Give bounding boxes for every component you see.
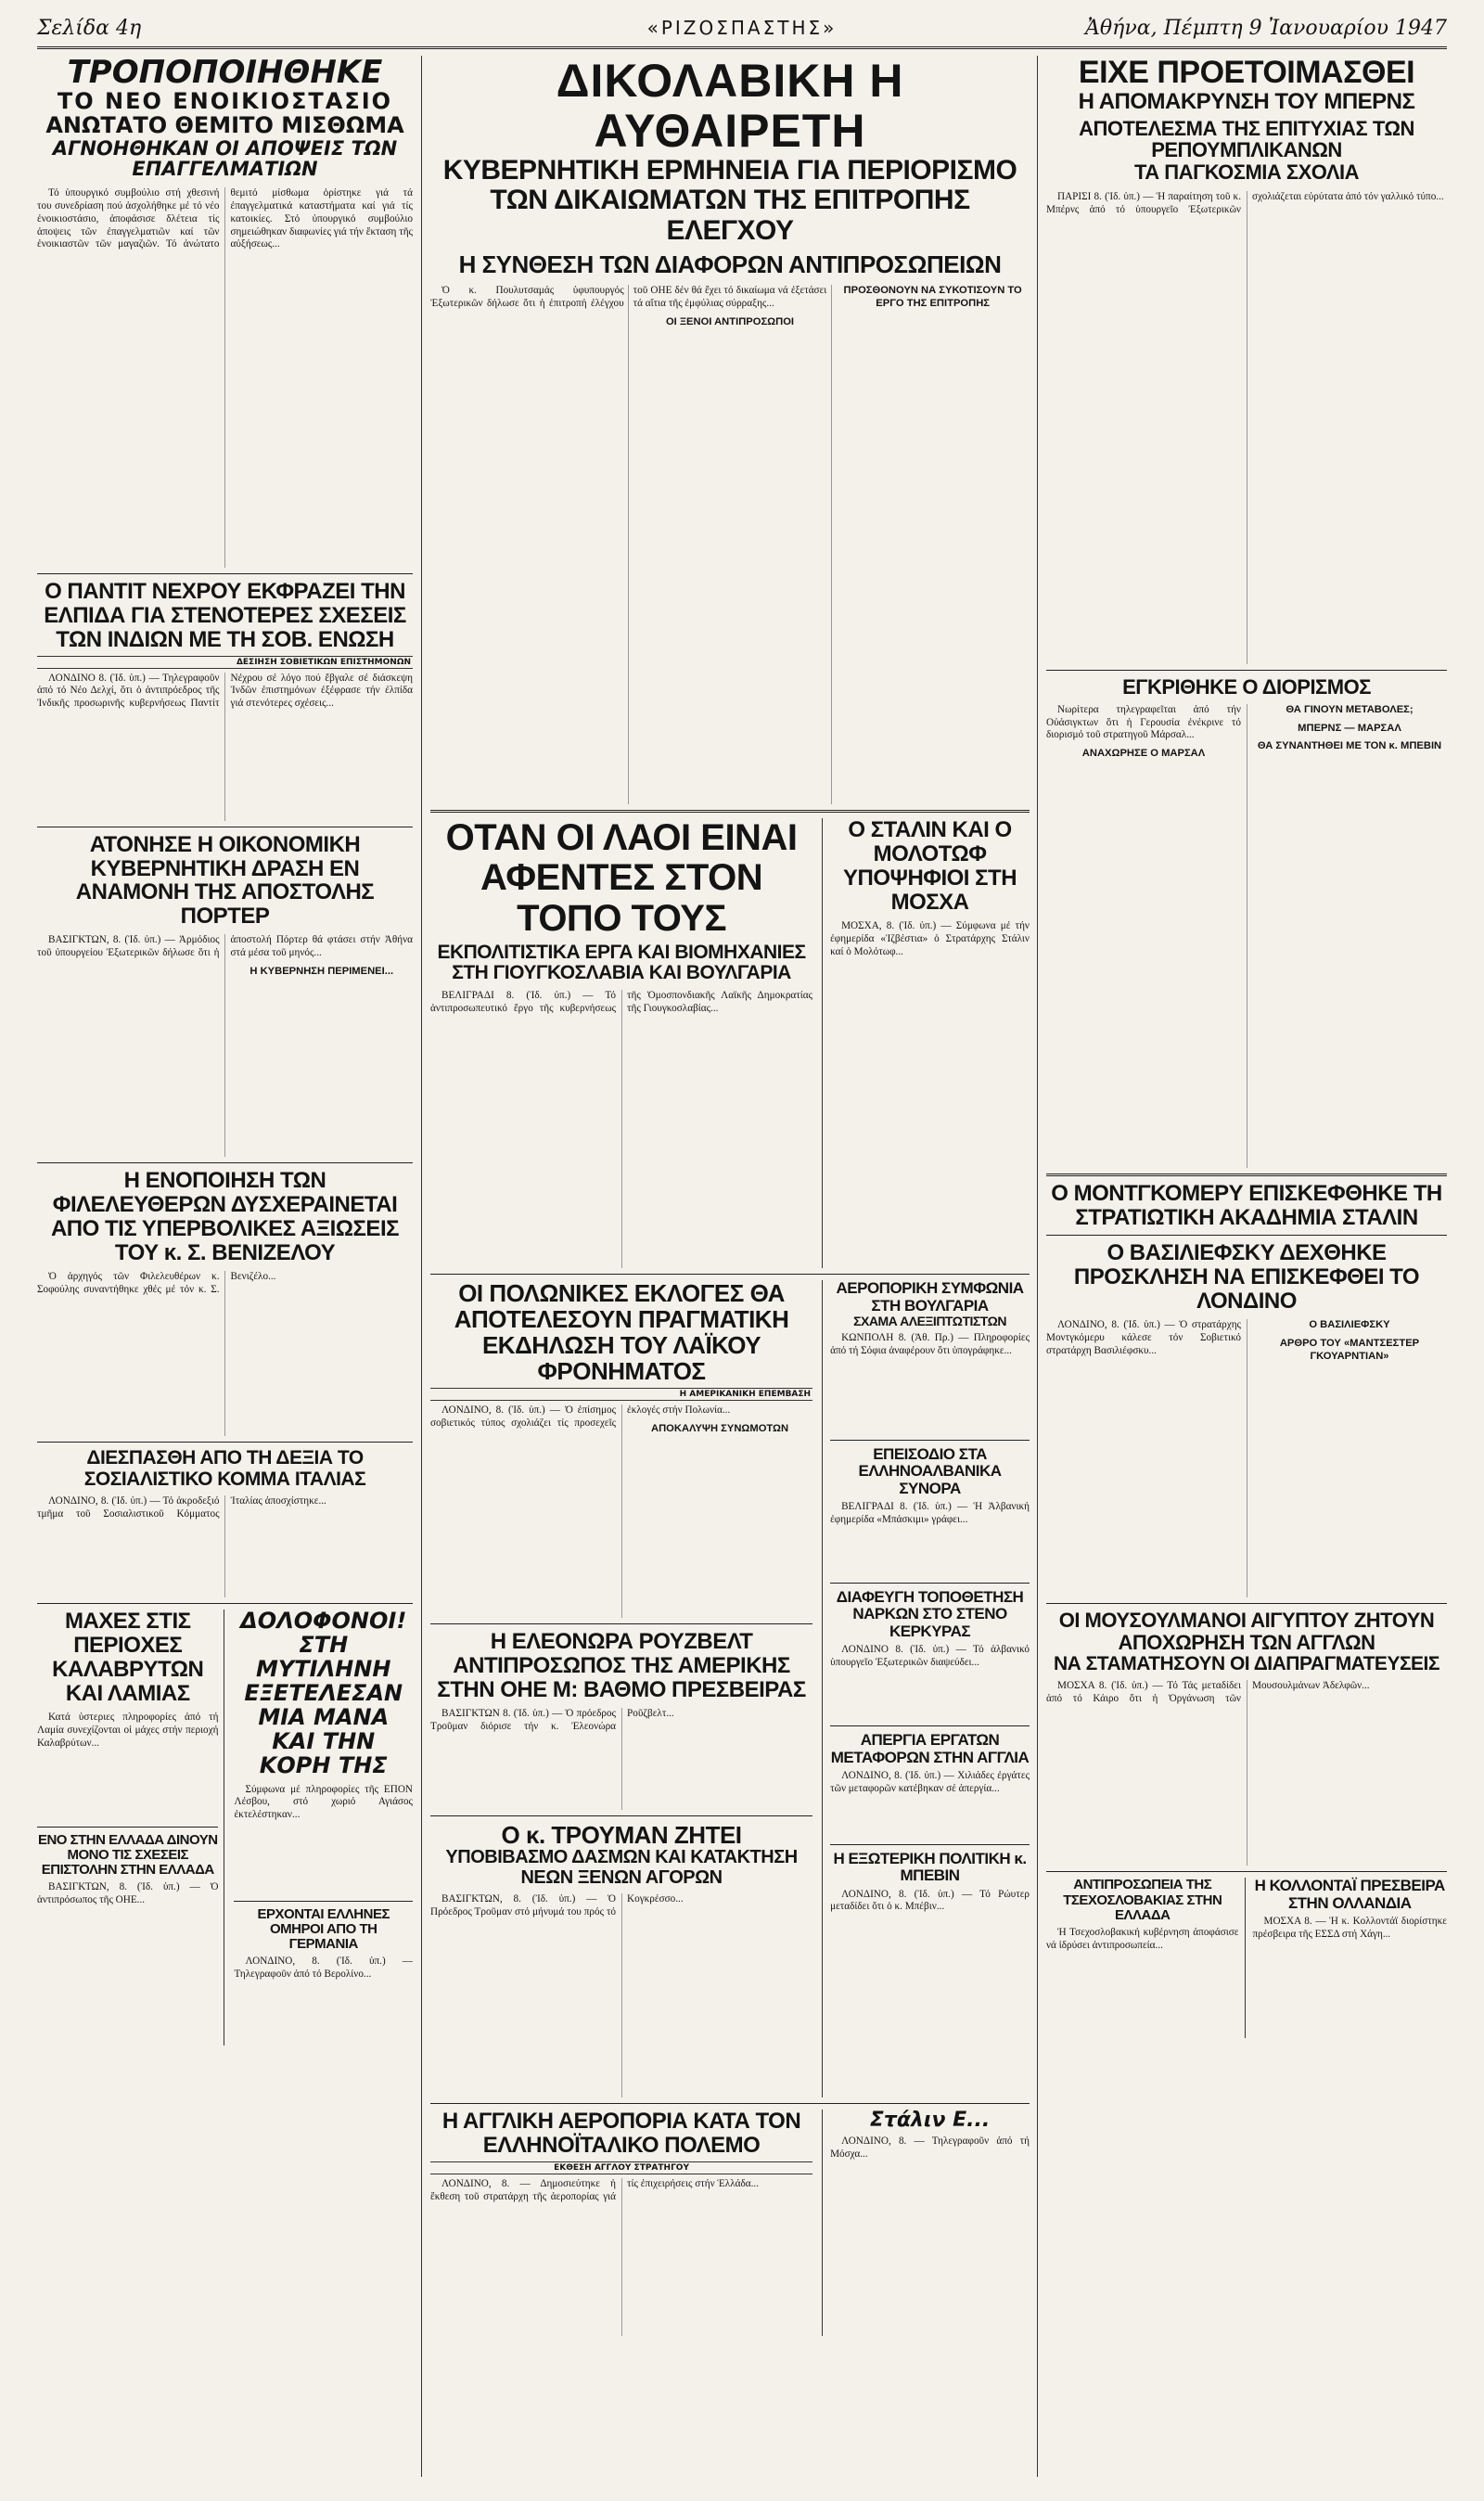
column-right [1046, 56, 1447, 2486]
article-egypt [1046, 1610, 1447, 1866]
subheadline: ΑΓΝΟΗΘΗΚΑΝ ΟΙ ΑΠΟΨΕΙΣ ΤΩΝ ΕΠΑΓΓΕΛΜΑΤΙΩΝ [52, 136, 398, 181]
headline: ΔΙΑΦΕΥΓΗ ΤΟΠΟΘΕΤΗΣΗ ΝΑΡΚΩΝ ΣΤΟ ΣΤΕΝΟ ΚΕΡΚΥΡΑΣ [836, 1588, 1024, 1640]
paragraph: ΛΟΝΔΙΝΟ, 8. (Ἰδ. ὑπ.) — Τηλεγραφοῦν ἀπό τό Βερολίνο... [234, 1956, 413, 1980]
sub-column [822, 2110, 1030, 2336]
article-greece-relations [37, 1833, 218, 1994]
center-split-3 [430, 2110, 1030, 2336]
subheading: ΑΝΑΧΩΡΗΣΕ Ο ΜΑΡΣΑΛ [1081, 748, 1206, 760]
kicker: ΔΕΣΙΗΣΗ ΣΟΒΙΕΤΙΚΩΝ ΕΠΙΣΤΗΜΟΝΩΝ [37, 656, 413, 669]
headline: ΔΙΕΣΠΑΣΘΗ ΑΠΟ ΤΗ ΔΕΞΙΑ ΤΟ ΣΟΣΙΑΛΙΣΤΙΚΟ ΚΟΜΜΑ ΙΤΑΛΙΑΣ [83, 1446, 366, 1490]
article-body [830, 1644, 1030, 1720]
article-body [37, 934, 413, 1157]
article-hostages [234, 1907, 413, 2049]
headline: Η ΕΛΕΟΝΩΡΑ ΡΟΥΖΒΕΛΤ ΑΝΤΙΠΡΟΣΩΠΟΣ ΤΗΣ ΑΜΕΡΙΚΗΣ ΣΤΗΝ ΟΗΕ Μ: ΒΑΘΜΟ ΠΡΕΣΒΕΙΡΑΣ [437, 1629, 806, 1703]
article-border-incident [830, 1446, 1030, 1577]
article-body [830, 1501, 1030, 1577]
headline: ΤΟ ΝΕΟ ΕΝΟΙΚΙΟΣΤΑΣΙΟ [57, 87, 393, 114]
subheading: ΘΑ ΓΙΝΟΥΝ ΜΕΤΑΒΟΛΕΣ; [1286, 703, 1414, 715]
bottom-left-pair [37, 1610, 413, 2046]
subheading: ΑΠΟΚΑΛΥΨΗ ΣΥΝΩΜΟΤΩΝ [651, 1423, 789, 1435]
article-body [430, 1404, 812, 1618]
sub-column [822, 818, 1030, 1268]
paragraph: ΚΩΝΠΟΛΗ 8. (Ἀθ. Πρ.) — Πληροφορίες ἀπό τή Σόφια ἀναφέρουν ὅτι ὑπογράφηκε... [830, 1331, 1030, 1356]
headline: ΑΕΡΟΠΟΡΙΚΗ ΣΥΜΦΩΝΙΑ ΣΤΗ ΒΟΥΛΓΑΡΙΑ [836, 1279, 1024, 1315]
article-italy-socialists [37, 1448, 413, 1597]
subheading: ΟΙ ΞΕΝΟΙ ΑΝΤΙΠΡΟΣΩΠΟΙ [665, 316, 795, 328]
headline: ΟΙ ΜΟΥΣΟΥΛΜΑΝΟΙ ΑΙΓΥΠΤΟΥ ΖΗΤΟΥΝ ΑΠΟΧΩΡΗΣΗ ΤΩΝ ΑΓΓΛΩΝ [1058, 1609, 1435, 1654]
article-strike [830, 1732, 1030, 1839]
article-control-committee [430, 56, 1030, 804]
paragraph: ΛΟΝΔΙΝΟ, 8. — Τηλεγραφοῦν ἀπό τή Μόσχα... [830, 2135, 1030, 2161]
paragraph: Κατά ὑστεριες πληροφορίες ἀπό τή Λαμία συνεχίζονται οἱ μάχες στήν περιοχή Καλαβρύτων... [37, 1711, 219, 1749]
paragraph: ΛΟΝΔΙΝΟ, 8. (Ἰδ. ὑπ.) — Τό ἀκροδεξιό τμῆμα τοῦ Σοσιαλιστικοῦ Κόμματος Ἰταλίας ἀποσχίστηκε... [37, 1495, 326, 1520]
column-rule [421, 56, 422, 2477]
article-body [37, 1271, 413, 1436]
article-body [234, 1784, 413, 1895]
headline: ΕΝΟ ΣΤΗΝ ΕΛΛΑΔΑ ΔΙΝΟΥΝ ΜΟΝΟ ΤΙΣ ΣΧΕΣΕΙΣ ΕΠΙΣΤΟΛΗΝ ΣΤΗΝ ΕΛΛΑΔΑ [37, 1831, 218, 1879]
article-body [37, 187, 413, 568]
headline: ΜΑΧΕΣ ΣΤΙΣ ΠΕΡΙΟΧΕΣ ΚΑΛΑΒΡΥΤΩΝ ΚΑΙ ΛΑΜΙΑΣ [52, 1609, 204, 1706]
column-center [430, 56, 1030, 2486]
article-body [830, 920, 1030, 1143]
paragraph: Ὁ ἀρχηγός τῶν Φιλελευθέρων κ. Σοφούλης συναντήθηκε χθές μέ τόν κ. Σ. Βενιζέλο... [37, 1270, 276, 1295]
article-battles [37, 1610, 218, 1821]
headline: Ο ΒΑΣΙΛΙΕΦΣΚΥ ΔΕΧΘΗΚΕ ΠΡΟΣΚΛΗΣΗ ΝΑ ΕΠΙΣΚΕΦΘΕΙ ΤΟ ΛΟΝΔΙΝΟ [1073, 1240, 1420, 1315]
page-number: Σελίδα 4η [37, 17, 142, 40]
article-nehru [37, 580, 413, 821]
headline: Η ΕΝΟΠΟΙΗΣΗ ΤΩΝ ΦΙΛΕΛΕΥΘΕΡΩΝ ΔΥΣΧΕΡΑΙΝΕΤΑΙ ΑΠΟ ΤΙΣ ΥΠΕΡΒΟΛΙΚΕΣ ΑΞΙΩΣΕΙΣ ΤΟΥ κ. Σ. ΒΕΝΙΖΕΛΟΥ [50, 1168, 400, 1265]
paragraph: ΠΑΡΙΣΙ 8. (Ἰδ. ὑπ.) — Ἡ παραίτηση τοῦ κ. Μπέρνς ἀπό τό ὑπουργεῖο Ἐξωτερικῶν σχολιάζεται εὐρύτατα ἀπό τόν γαλλικό τύπο... [1046, 190, 1444, 215]
article-porter-mission [37, 833, 413, 1158]
center-split [430, 818, 1030, 1268]
article-body [1253, 1916, 1448, 2027]
paragraph: ΒΑΣΙΓΚΤΩΝ, 8. (Ἰδ. ὑπ.) — Ἁρμόδιος τοῦ ὑπουργείου Ἐξωτερικῶν δήλωσε ὅτι ἡ ἀποστολή Πόρτερ θά φτάσει στήν Ἀθήνα στά μέσα τοῦ μηνός... [37, 934, 413, 959]
article-body [830, 2135, 1030, 2293]
article-truman [430, 1822, 812, 2097]
sub-column [430, 2110, 812, 2336]
article-stalin-molotov [830, 818, 1030, 1143]
headline: ΑΠΕΡΓΙΑ ΕΡΓΑΤΩΝ ΜΕΤΑΦΟΡΩΝ ΣΤΗΝ ΑΓΓΛΙΑ [830, 1731, 1030, 1766]
article-montgomery [1046, 1182, 1447, 1230]
paragraph: ΛΟΝΔΙΝΟ, 8. (Ἰδ. ὑπ.) — Ὁ στρατάρχης Μοντγκόμερυ κάλεσε τόν Σοβιετικό στρατάρχη Βασιλιέφσκυ... [1046, 1319, 1241, 1356]
headline: ΔΙΚΟΛΑΒΙΚΗ Η ΑΥΘΑΙΡΕΤΗ [556, 56, 904, 157]
article-body [1046, 1927, 1239, 2038]
article-vasilevsky [1046, 1241, 1447, 1597]
headline: ΕΙΧΕ ΠΡΟΕΤΟΙΜΑΣΘΕΙ [1078, 56, 1415, 90]
center-split-2 [430, 1280, 1030, 2097]
article-body [830, 1770, 1030, 1839]
paragraph: ΒΑΣΙΓΚΤΩΝ, 8. (Ἰδ. ὑπ.) — Ὁ ἀντιπρόσωπος τῆς ΟΗΕ... [37, 1881, 219, 1906]
subheading: Ο ΒΑΣΙΛΙΕΦΣΚΥ [1309, 1319, 1390, 1331]
article-marshall [1046, 676, 1447, 1168]
article-yugoslavia-bulgaria [430, 818, 812, 1268]
subheadline: ΥΠΟΒΙΒΑΣΜΟ ΔΑΣΜΩΝ ΚΑΙ ΚΑΤΑΚΤΗΣΗ ΝΕΩΝ ΞΕΝΩΝ ΑΓΟΡΩΝ [445, 1847, 798, 1888]
subheadline: Η ΣΥΝΘΕΣΗ ΤΩΝ ΔΙΑΦΟΡΩΝ ΑΝΤΙΠΡΟΣΩΠΕΙΩΝ [458, 250, 1002, 279]
headline: ΕΓΚΡΙΘΗΚΕ Ο ΔΙΟΡΙΣΜΟΣ [1122, 674, 1371, 699]
headline: ΤΡΟΠΟΠΟΙΗΘΗΚΕ [67, 56, 383, 91]
article-rent-control [37, 56, 413, 568]
article-body [37, 1881, 218, 1993]
issue-date: Ἀθήνα, Πέμπτη 9 Ἰανουαρίου 1947 [1085, 17, 1447, 40]
article-body [830, 1332, 1030, 1434]
column-rule [1037, 56, 1038, 2477]
article-byrnes [1046, 56, 1447, 664]
paragraph: ΜΟΣΧΑ, 8. (Ἰδ. ὑπ.) — Σύμφωνα μέ τήν ἐφημερίδα «Ἰζβέστια» ὁ Στρατάρχης Στάλιν καί ὁ Μολότωφ... [830, 919, 1030, 957]
article-polish-elections [430, 1280, 812, 1618]
headline: Ο ΣΤΑΛΙΝ ΚΑΙ Ο ΜΟΛΟΤΩΦ ΥΠΟΨΗΦΙΟΙ ΣΤΗ ΜΟΣΧΑ [843, 817, 1017, 915]
subheading: ΘΑ ΣΥΝΑΝΤΗΘΕΙ ΜΕ ΤΟΝ κ. ΜΠΕΒΙΝ [1257, 740, 1442, 752]
newspaper-name: «ΡΙΖΟΣΠΑΣΤΗΣ» [646, 17, 838, 39]
headline: ΕΡΧΟΝΤΑΙ ΕΛΛΗΝΕΣ ΟΜΗΡΟΙ ΑΠΟ ΤΗ ΓΕΡΜΑΝΙΑ [257, 1905, 390, 1952]
article-mytilene [234, 1610, 413, 1894]
article-kollontai [1253, 1878, 1448, 2038]
article-bevin [830, 1851, 1030, 1954]
paragraph: ΛΟΝΔΙΝΟ, 8. (Ἰδ. ὑπ.) — Τό Ρώυτερ μεταδίδει ὅτι ὁ κ. Μπέβιν... [830, 1888, 1030, 1913]
headline: ΔΟΛΟΦΟΝΟΙ! ΣΤΗ ΜΥΤΙΛΗΝΗ ΕΞΕΤΕΛΕΣΑΝ ΜΙΑ ΜΑΝΑ ΚΑΙ ΤΗΝ ΚΟΡΗ ΤΗΣ [240, 1608, 407, 1778]
article-body [430, 285, 1030, 804]
headline: ΚΥΒΕΡΝΗΤΙΚΗ ΕΡΜΗΝΕΙΑ ΓΙΑ ΠΕΡΙΟΡΙΣΜΟ ΤΩΝ ΔΙΚΑΙΩΜΑΤΩΝ ΤΗΣ ΕΠΙΤΡΟΠΗΣ ΕΛΕΓΧΟΥ [442, 155, 1017, 246]
headline: Ο ΠΑΝΤΙΤ ΝΕΧΡΟΥ ΕΚΦΡΑΖΕΙ ΤΗΝ ΕΛΠΙΔΑ ΓΙΑ ΣΤΕΝΟΤΕΡΕΣ ΣΧΕΣΕΙΣ ΤΩΝ ΙΝΔΙΩΝ ΜΕ ΤΗ ΣΟΒ. ΕΝΩΣΗ [44, 578, 406, 652]
paragraph: Ὁ κ. Πουλυτσαμάς ὑφυπουργός Ἐξωτερικῶν δήλωσε ὅτι ἡ ἐπιτροπή ἐλέγχου τοῦ ΟΗΕ δέν θά ἔχει τό δικαίωμα νά ἐξετάσει τά αἴτια τῆς ἐμφύλιας σύρραξης... [430, 285, 827, 310]
article-body [37, 1495, 413, 1597]
kicker: ΕΚΘΕΣΗ ΑΓΓΛΟΥ ΣΤΡΑΤΗΓΟΥ [430, 2161, 812, 2174]
subheading: ΠΡΟΣΘΟΝΟΥΝ ΝΑ ΣΥΚΟΤΙΣΟΥΝ ΤΟ ΕΡΓΟ ΤΗΣ ΕΠΙΤΡΟΠΗΣ [843, 285, 1022, 310]
paragraph: Τό ὑπουργικό συμβούλιο στή χθεσινή του συνεδρίαση πού ἀσχολήθηκε μέ τό νέο ἐνοικιοστάσιο, ἀποφάσισε δλέτεια τίς ἀποψεις τῶν ἐπαγγελματιῶν καί τῶν ἐνοικιαστῶν τῶν μαγαζιῶν. Τό ἀνώτατο θεμιτό μίσθωμα ὁρίστηκε γιά τά ἐπαγγελματικά καταστήματα καί γιά τίς κατοικίες. Στό ὑπουργικό συμβούλιο σημειώθηκαν διαφωνίες γιά τήν ἔκταση τῆς αὐξήσεως... [37, 186, 413, 250]
paragraph: ΛΟΝΔΙΝΟ, 8. — Δημοσιεύτηκε ἡ ἔκθεση τοῦ στρατάρχη τῆς ἀεροπορίας γιά τίς ἐπιχειρήσεις στήν Ἑλλάδα... [430, 2178, 760, 2203]
article-raf-report [430, 2110, 812, 2336]
sub-column [430, 818, 812, 1268]
headline: Ο κ. ΤΡΟΥΜΑΝ ΖΗΤΕΙ [501, 1821, 742, 1850]
headline: ΑΤΟΝΗΣΕ Η ΟΙΚΟΝΟΜΙΚΗ ΚΥΒΕΡΝΗΤΙΚΗ ΔΡΑΣΗ ΕΝ ΑΝΑΜΟΝΗ ΤΗΣ ΑΠΟΣΤΟΛΗΣ ΠΟΡΤΕΡ [75, 831, 375, 930]
subheadline: ΣΧΑΜΑ ΑΛΕΞΙΠΤΩΤΙΣΤΩΝ [853, 1313, 1006, 1328]
article-body [1046, 1319, 1447, 1597]
headline: ΑΝΤΙΠΡΟΣΩΠΕΙΑ ΤΗΣ ΤΣΕΧΟΣΛΟΒΑΚΙΑΣ ΣΤΗΝ ΕΛΛΑΔΑ [1063, 1877, 1222, 1923]
headline: ΟΙ ΠΟΛΩΝΙΚΕΣ ΕΚΛΟΓΕΣ ΘΑ ΑΠΟΤΕΛΕΣΟΥΝ ΠΡΑΓΜΑΤΙΚΗ ΕΚΔΗΛΩΣΗ ΤΟΥ ΛΑΪΚΟΥ ΦΡΟΝΗΜΑΤΟΣ [454, 1279, 789, 1386]
headline: ΕΠΕΙΣΟΔΙΟ ΣΤΑ ΕΛΛΗΝΟΑΛΒΑΝΙΚΑ ΣΥΝΟΡΑ [858, 1444, 1002, 1497]
sub-column [430, 1280, 812, 2097]
article-body [1046, 1680, 1447, 1866]
headline: Η ΕΞΩΤΕΡΙΚΗ ΠΟΛΙΤΙΚΗ κ. ΜΠΕΒΙΝ [833, 1849, 1027, 1885]
bottom-right-pair [1046, 1878, 1447, 2038]
article-body [37, 1712, 218, 1821]
paragraph: ΛΟΝΔΙΝΟ, 8. (Ἰδ. ὑπ.) — Χιλιάδες ἐργάτες τῶν μεταφορῶν κατέβηκαν σέ ἀπεργία... [830, 1769, 1030, 1794]
page-masthead [37, 13, 1447, 49]
article-body [1046, 704, 1447, 1168]
subheadline: ΝΑ ΣΤΑΜΑΤΗΣΟΥΝ ΟΙ ΔΙΑΠΡΑΓΜΑΤΕΥΣΕΙΣ [1054, 1652, 1439, 1674]
kicker: Η ΑΜΕΡΙΚΑΝΙΚΗ ΕΠΕΜΒΑΣΗ [430, 1388, 812, 1401]
sub-column [234, 1610, 413, 2046]
headline: Η ΑΓΓΛΙΚΗ ΑΕΡΟΠΟΡΙΑ ΚΑΤΑ ΤΟΝ ΕΛΛΗΝΟΪΤΑΛΙΚΟ ΠΟΛΕΜΟ [441, 2109, 801, 2159]
subheadline: ΤΑ ΠΑΓΚΟΣΜΙΑ ΣΧΟΛΙΑ [1133, 160, 1359, 185]
article-stalin-e [830, 2110, 1030, 2293]
paragraph: ΒΑΣΙΓΚΤΩΝ 8. (Ἰδ. ὑπ.) — Ὁ πρόεδρος Τροῦμαν διόρισε τήν κ. Ἐλεονώρα Ροῦζβελτ... [430, 1708, 674, 1733]
paragraph: ΒΕΛΙΓΡΑΔΙ 8. (Ἰδ. ὑπ.) — Τό ἀντιπροσωπευτικό ἔργο τῆς κυβερνήσεως τῆς Ὁμοσπονδιακῆς Λαϊκῆς Δημοκρατίας τῆς Γιουγκοσλαβίας... [430, 990, 813, 1015]
article-body [430, 990, 812, 1268]
headline: ΑΝΩΤΑΤΟ ΘΕΜΙΤΟ ΜΙΣΘΩΜΑ [45, 111, 404, 138]
article-air-agreement [830, 1280, 1030, 1434]
article-body [234, 1956, 413, 2048]
headline: Η ΚΟΛΛΟΝΤΑΪ ΠΡΕΣΒΕΙΡΑ ΣΤΗΝ ΟΛΛΑΝΔΙΑ [1254, 1877, 1445, 1912]
paragraph: ΛΟΝΔΙΝΟ, 8. (Ἰδ. ὑπ.) — Ὁ ἐπίσημος σοβιετικός τύπος σχολιάζει τίς προσεχεῖς ἐκλογές στήν Πολωνία... [430, 1404, 731, 1430]
paragraph: ΛΟΝΔΙΝΟ 8. (Ἰδ. ὑπ.) — Τό ἀλβανικό ὑπουργεῖο Ἐξωτερικῶν διαψεύδει... [830, 1644, 1030, 1669]
article-body [430, 1893, 812, 2097]
paragraph: Ἡ Τσεχοσλοβακική κυβέρνηση ἀποφάσισε νά ἱδρύσει ἀντιπροσωπεία... [1046, 1926, 1239, 1951]
headline: ΟΤΑΝ ΟΙ ΛΑΟΙ ΕΙΝΑΙ ΑΦΕΝΤΕΣ ΣΤΟΝ ΤΟΠΟ ΤΟΥΣ [445, 817, 798, 939]
subheadline: ΑΠΟΤΕΛΕΣΜΑ ΤΗΣ ΕΠΙΤΥΧΙΑΣ ΤΩΝ ΡΕΠΟΥΜΠΛΙΚΑΝΩΝ [1079, 116, 1414, 162]
paragraph: ΜΟΣΧΑ 8. (Ἰδ. ὑπ.) — Τό Τάς μεταδίδει ἀπό τό Κάιρο ὅτι ἡ Ὀργάνωση τῶν Μουσουλμάνων Ἀδελφῶν... [1046, 1680, 1370, 1705]
headline: Η ΑΠΟΜΑΚΡΥΝΣΗ ΤΟΥ ΜΠΕΡΝΣ [1078, 88, 1415, 114]
paragraph: ΒΑΣΙΓΚΤΩΝ, 8. (Ἰδ. ὑπ.) — Ὁ Πρόεδρος Τροῦμαν στό μήνυμά του πρός τό Κογκρέσσο... [430, 1893, 684, 1918]
article-body [430, 2178, 812, 2336]
subheading: ΑΡΘΡΟ ΤΟΥ «ΜΑΝΤΣΕΣΤΕΡ ΓΚΟΥΑΡΝΤΙΑΝ» [1279, 1338, 1420, 1362]
paragraph: ΛΟΝΔΙΝΟ 8. (Ἰδ. ὑπ.) — Τηλεγραφοῦν ἀπό τό Νέο Δελχί, ὅτι ὁ ἀντιπρόεδρος τῆς Ἰνδικῆς προσωρινῆς κυβερνήσεως Παντίτ Νέχρου σέ λόγο πού ἔβγαλε σέ διάσκεψη Ἰνδῶν ἐπιστημόνων ἐξέφρασε τήν ἐλπίδα γιά στενότερες σχέσεις... [37, 672, 413, 710]
subheadline: ΕΚΠΟΛΙΤΙΣΤΙΚΑ ΕΡΓΑ ΚΑΙ ΒΙΟΜΗΧΑΝΙΕΣ ΣΤΗ ΓΙΟΥΓΚΟΣΛΑΒΙΑ ΚΑΙ ΒΟΥΛΓΑΡΙΑ [437, 941, 806, 984]
article-body [1046, 191, 1447, 664]
paragraph: Νωρίτερα τηλεγραφεῖται ἀπό τήν Οὐάσιγκτων ὅτι ἡ Γερουσία ἐνέκρινε τό διορισμό τοῦ στρατηγοῦ Μάρσαλ... [1046, 703, 1241, 741]
paragraph: ΒΕΛΙΓΡΑΔΙ 8. (Ἰδ. ὑπ.) — Ἡ Ἀλβανική ἐφημερίδα «Μπάσκιμι» γράφει... [830, 1501, 1030, 1525]
article-body [430, 1708, 812, 1810]
headline: Στάλιν Ε... [869, 2109, 991, 2133]
article-body [37, 673, 413, 821]
article-czechoslovakia [1046, 1878, 1246, 2038]
sub-column [822, 1280, 1030, 2097]
headline: Ο ΜΟΝΤΓΚΟΜΕΡΥ ΕΠΙΣΚΕΦΘΗΚΕ ΤΗ ΣΤΡΑΤΙΩΤΙΚΗ ΑΚΑΔΗΜΙΑ ΣΤΑΛΙΝ [1051, 1180, 1442, 1230]
column-left [37, 56, 413, 2486]
article-liberals [37, 1169, 413, 1436]
article-body [830, 1889, 1030, 1954]
subheading: ΜΠΕΡΝΣ — ΜΑΡΣΑΛ [1298, 722, 1401, 734]
sub-column [37, 1610, 224, 2046]
article-mines [830, 1589, 1030, 1720]
article-eleanor-roosevelt [430, 1630, 812, 1810]
paragraph: ΜΟΣΧΑ 8. — Ἡ κ. Κολλοντάϊ διορίστηκε πρέσβειρα τῆς ΕΣΣΔ στή Χάγη... [1252, 1916, 1447, 1940]
subheading: Η ΚΥΒΕΡΝΗΣΗ ΠΕΡΙΜΕΝΕΙ... [249, 966, 394, 977]
paragraph: Σύμφωνα μέ πληροφορίες τῆς ΕΠΟΝ Λέσβου, στό χωριό Αγιάσος ἐκτελέστηκαν... [234, 1783, 413, 1821]
